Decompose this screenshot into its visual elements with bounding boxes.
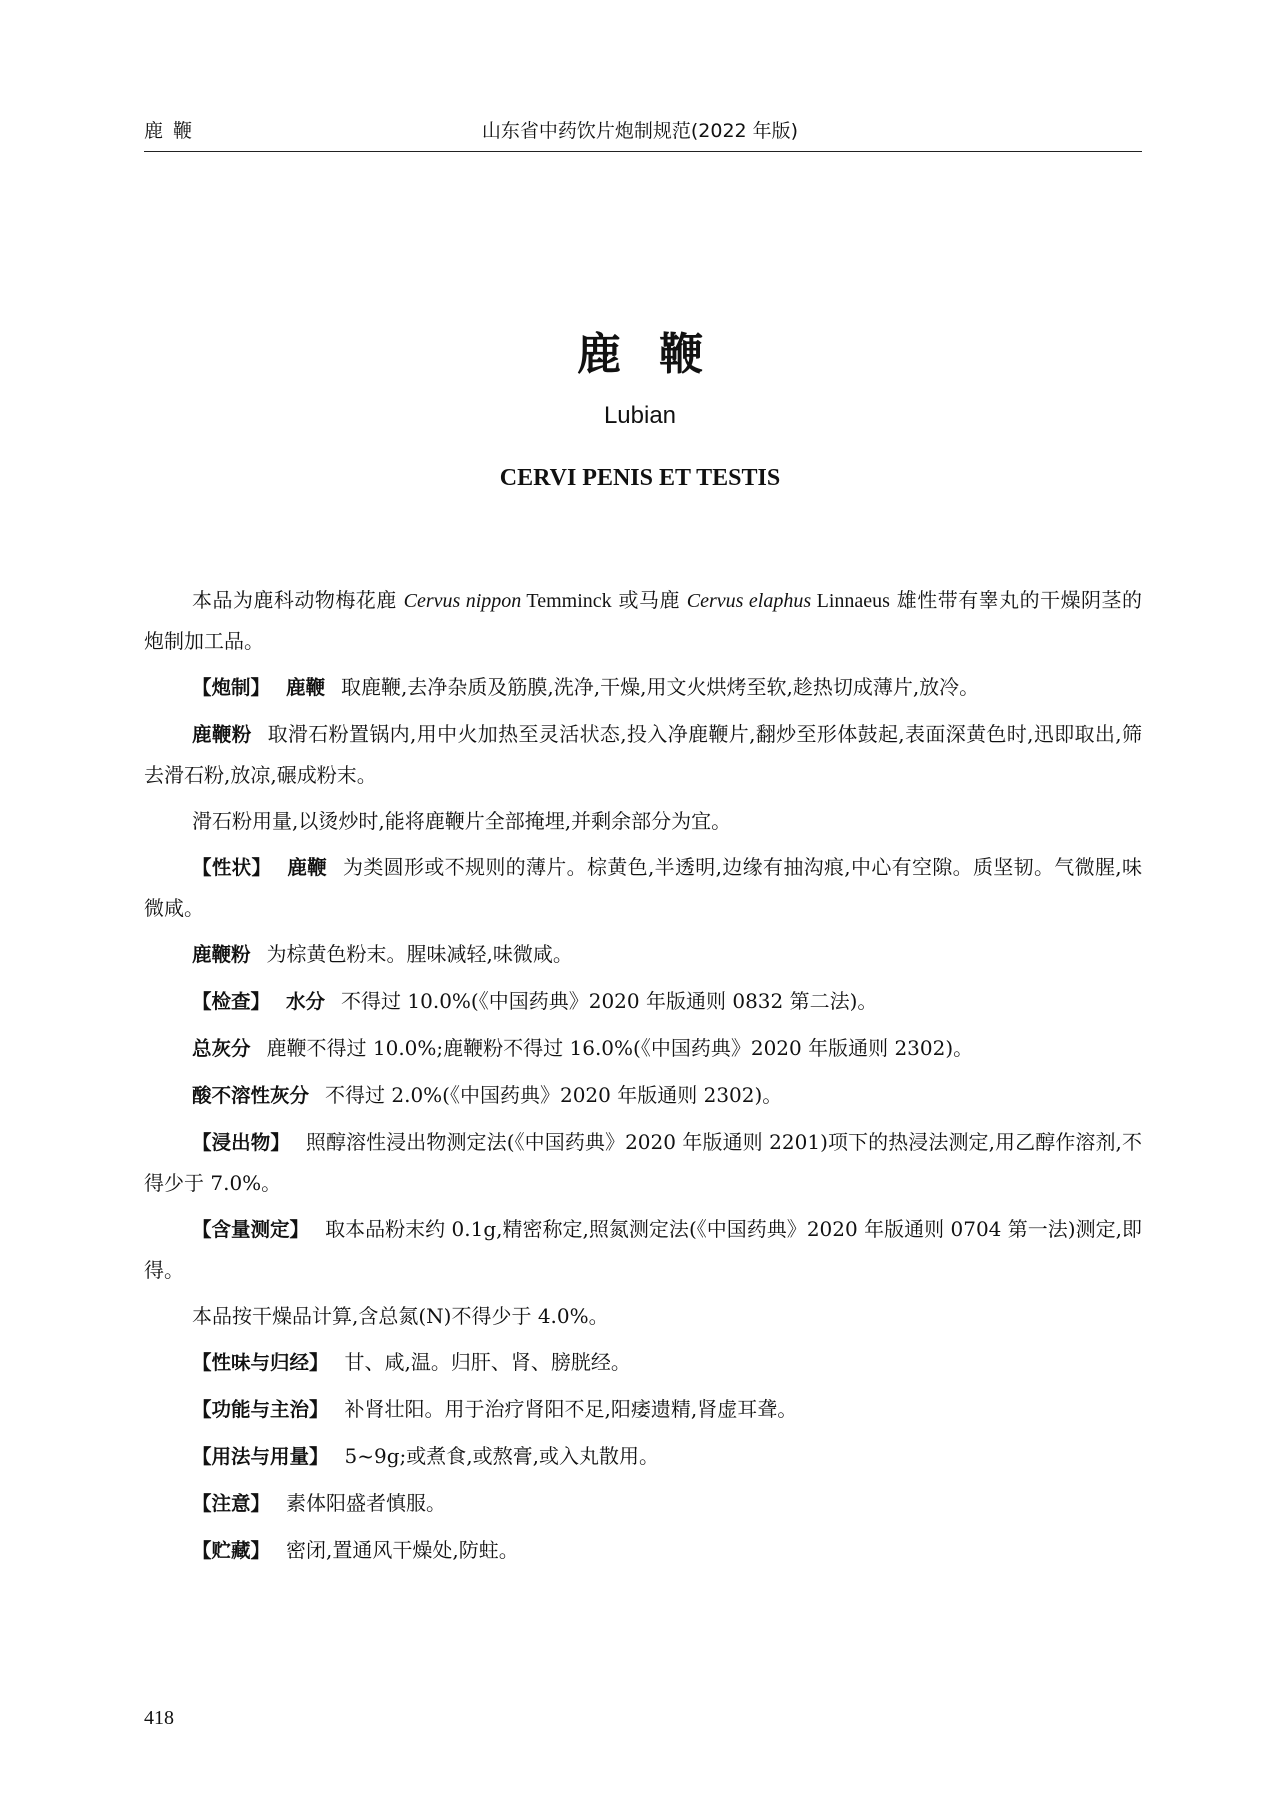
- usage-section: [144, 1436, 1142, 1477]
- processing-text-3: 滑石粉用量,以烫炒时,能将鹿鞭片全部掩埋,并剩余部分为宜。: [192, 809, 732, 833]
- species-author-1: Temminck: [521, 590, 612, 612]
- inspection-text-3: 不得过 2.0%(《中国药典》2020 年版通则 2302)。: [325, 1083, 783, 1107]
- running-header-book-title: 山东省中药饮片炮制规范(2022 年版): [481, 120, 799, 142]
- inspection-text-2: 鹿鞭不得过 10.0%;鹿鞭粉不得过 16.0%(《中国药典》2020 年版通则 2302)。: [266, 1036, 974, 1060]
- storage-text: 密闭,置通风干燥处,防蛀。: [286, 1538, 519, 1562]
- function-text: 补肾壮阳。用于治疗肾阳不足,阳痿遗精,肾虚耳聋。: [344, 1397, 798, 1421]
- processing-text-2: 取滑石粉置锅内,用中火加热至灵活状态,投入净鹿鞭片,翻炒至形体鼓起,表面深黄色时,迅即取出,筛去滑石粉,放凉,碾成粉末。: [144, 722, 1142, 787]
- running-header-left: 鹿鞭: [144, 120, 203, 142]
- inspection-sub-label-1: 水分: [286, 990, 326, 1013]
- intro-text-1: 本品为鹿科动物梅花鹿: [192, 588, 404, 612]
- inspection-acid-ash: [144, 1075, 1142, 1116]
- caution-text: 素体阳盛者慎服。: [286, 1491, 447, 1515]
- processing-sub-label-2: 鹿鞭粉: [192, 723, 252, 746]
- page-title: 鹿鞭: [577, 329, 741, 380]
- extract-label: 【浸出物】: [192, 1131, 290, 1154]
- intro-text-3: 雄性带有睾丸的干燥阴茎的炮制加工品。: [144, 588, 1143, 653]
- assay-text-1: 取本品粉末约 0.1g,精密称定,照氮测定法(《中国药典》2020 年版通则 0704 第一法)测定,即得。: [144, 1217, 1142, 1282]
- description-powder: [144, 934, 1142, 975]
- storage-section: [144, 1530, 1142, 1571]
- function-section: [144, 1389, 1142, 1430]
- latin-name: CERVI PENIS ET TESTIS: [499, 465, 781, 491]
- species-name-2: Cervus elaphus: [686, 590, 812, 612]
- processing-text-1: 取鹿鞭,去净杂质及筋膜,洗净,干燥,用文火烘烤至软,趁热切成薄片,放冷。: [341, 675, 980, 699]
- nature-section: [144, 1342, 1142, 1383]
- description-text-1: 为类圆形或不规则的薄片。棕黄色,半透明,边缘有抽沟痕,中心有空隙。质坚韧。气微腥,味微咸。: [144, 855, 1142, 920]
- extract-text: 照醇溶性浸出物测定法(《中国药典》2020 年版通则 2201)项下的热浸法测定,用乙醇作溶剂,不得少于 7.0%。: [144, 1130, 1142, 1195]
- inspection-ash: [144, 1028, 1142, 1069]
- extract-section: [144, 1122, 1142, 1203]
- caution-label: 【注意】: [192, 1492, 271, 1515]
- page-number: 418: [144, 1707, 174, 1729]
- processing-note: [144, 801, 1142, 841]
- processing-section: [144, 667, 1142, 708]
- function-label: 【功能与主治】: [192, 1398, 329, 1421]
- processing-label: 【炮制】: [192, 676, 271, 699]
- species-name-1: Cervus nippon: [403, 590, 522, 612]
- pinyin-name: Lubian: [603, 402, 677, 429]
- nature-text: 甘、咸,温。归肝、肾、膀胱经。: [344, 1350, 631, 1374]
- storage-label: 【贮藏】: [192, 1539, 271, 1562]
- processing-powder: [144, 714, 1142, 795]
- species-author-2: Linnaeus: [811, 590, 890, 612]
- inspection-text-1: 不得过 10.0%(《中国药典》2020 年版通则 0832 第二法)。: [341, 989, 878, 1013]
- description-text-2: 为棕黄色粉末。腥味减轻,味微咸。: [266, 942, 573, 966]
- assay-label: 【含量测定】: [192, 1218, 310, 1241]
- assay-text-2: 本品按干燥品计算,含总氮(N)不得少于 4.0%。: [192, 1304, 609, 1328]
- processing-sub-label-1: 鹿鞭: [286, 676, 326, 699]
- usage-label: 【用法与用量】: [192, 1445, 329, 1468]
- usage-text: 5~9g;或煮食,或熬膏,或入丸散用。: [344, 1444, 659, 1468]
- description-sub-label-2: 鹿鞭粉: [192, 943, 251, 966]
- intro-text-2: 或马鹿: [611, 588, 687, 612]
- inspection-sub-label-2: 总灰分: [192, 1037, 251, 1060]
- intro-paragraph: [144, 580, 1142, 661]
- description-section: [144, 847, 1142, 928]
- assay-requirement: [144, 1296, 1142, 1336]
- caution-section: [144, 1483, 1142, 1524]
- inspection-label: 【检查】: [192, 990, 271, 1013]
- inspection-section: [144, 981, 1142, 1022]
- nature-label: 【性味与归经】: [192, 1351, 329, 1374]
- inspection-sub-label-3: 酸不溶性灰分: [192, 1084, 310, 1107]
- description-label: 【性状】: [192, 856, 272, 879]
- header-divider: [144, 151, 1142, 152]
- monograph-body: [144, 580, 1142, 1577]
- description-sub-label-1: 鹿鞭: [287, 856, 327, 879]
- assay-section: [144, 1209, 1142, 1290]
